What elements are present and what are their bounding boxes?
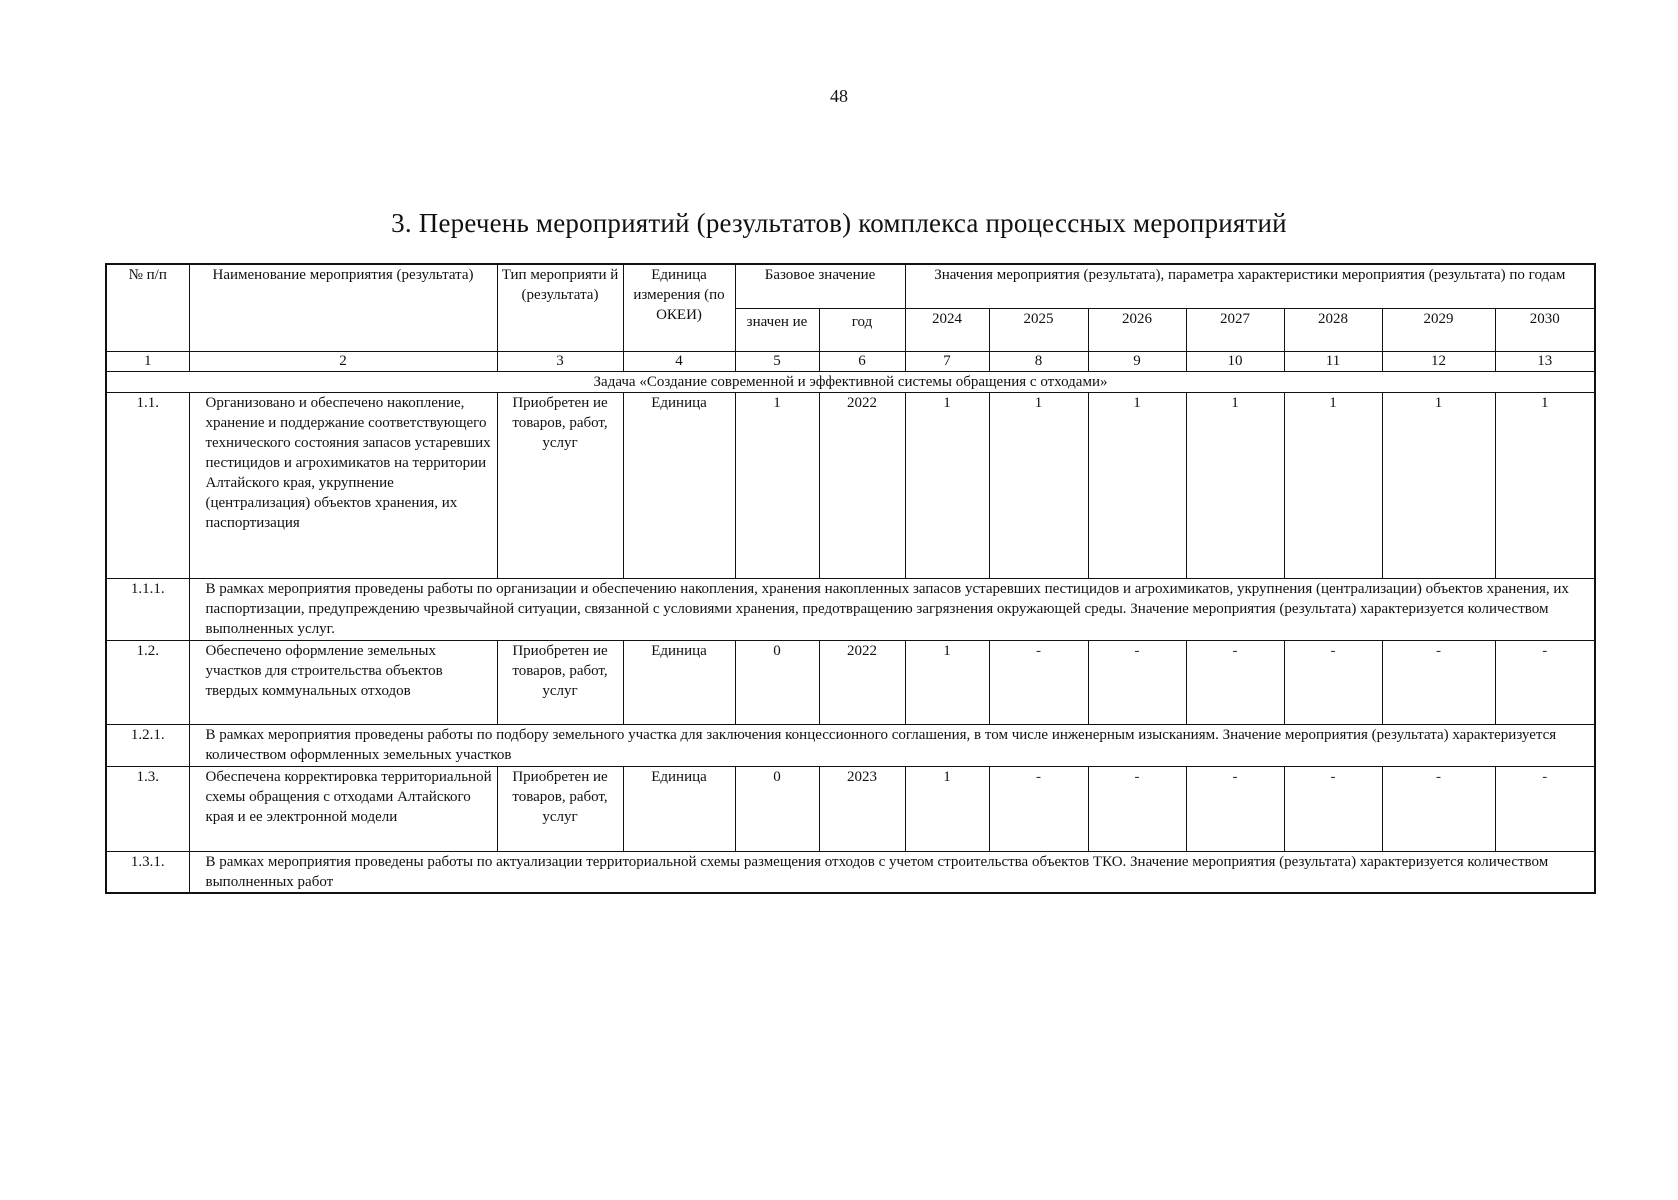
header-yearly: Значения мероприятия (результата), параметра характеристики мероприятия (результата) по годам <box>905 264 1595 308</box>
header-base: Базовое значение <box>735 264 905 308</box>
row-base-value: 1 <box>735 392 819 578</box>
row-value: 1 <box>1495 392 1595 578</box>
column-number: 1 <box>106 351 189 371</box>
row-value: - <box>1495 640 1595 724</box>
table-row <box>106 578 1595 640</box>
row-value: - <box>1186 766 1284 851</box>
row-unit: Единица <box>623 766 735 851</box>
row-value: 1 <box>905 640 989 724</box>
row-value: - <box>989 766 1088 851</box>
column-number: 11 <box>1284 351 1382 371</box>
row-type: Приобретен ие товаров, работ, услуг <box>497 392 623 578</box>
row-base-year: 2023 <box>819 766 905 851</box>
column-number: 8 <box>989 351 1088 371</box>
header-unit: Единица измерения (по ОКЕИ) <box>623 264 735 351</box>
task-title: Задача «Создание современной и эффективной системы обращения с отходами» <box>106 371 1595 392</box>
row-desc-num: 1.3.1. <box>106 851 189 893</box>
row-value: - <box>1186 640 1284 724</box>
row-value: - <box>1382 766 1495 851</box>
row-num: 1.1. <box>106 392 189 578</box>
header-year: 2028 <box>1284 308 1382 351</box>
row-value: - <box>1495 766 1595 851</box>
row-base-year: 2022 <box>819 392 905 578</box>
column-number: 7 <box>905 351 989 371</box>
row-base-value: 0 <box>735 766 819 851</box>
header-year: 2025 <box>989 308 1088 351</box>
row-desc: В рамках мероприятия проведены работы по актуализации территориальной схемы размещения отходов с учетом строительства объектов ТКО. Значение мероприятия (результата) характеризуется количеством выполненных работ <box>189 851 1595 893</box>
row-name: Обеспечено оформление земельных участков для строительства объектов твердых коммунальных отходов <box>189 640 497 724</box>
column-number: 5 <box>735 351 819 371</box>
column-number: 12 <box>1382 351 1495 371</box>
header-year: 2024 <box>905 308 989 351</box>
table-row <box>106 724 1595 766</box>
header-num: № п/п <box>106 264 189 351</box>
row-value: - <box>1088 766 1186 851</box>
row-value: 1 <box>989 392 1088 578</box>
table-row <box>106 392 1595 578</box>
row-num: 1.2. <box>106 640 189 724</box>
column-number: 3 <box>497 351 623 371</box>
row-value: 1 <box>905 766 989 851</box>
row-value: 1 <box>1186 392 1284 578</box>
header-type: Тип мероприяти й (результата) <box>497 264 623 351</box>
column-number: 10 <box>1186 351 1284 371</box>
column-number: 2 <box>189 351 497 371</box>
row-value: - <box>1284 640 1382 724</box>
row-desc-num: 1.1.1. <box>106 578 189 640</box>
table-row <box>106 766 1595 851</box>
header-year: 2026 <box>1088 308 1186 351</box>
row-value: - <box>1382 640 1495 724</box>
page-title: 3. Перечень мероприятий (результатов) комплекса процессных мероприятий <box>391 208 1287 238</box>
row-name: Обеспечена корректировка территориальной схемы обращения с отходами Алтайского края и ее электронной модели <box>189 766 497 851</box>
row-desc: В рамках мероприятия проведены работы по подбору земельного участка для заключения концессионного соглашения, в том числе инженерным изысканиям. Значение мероприятия (результата) характеризуется количеством оформленных земельных участков <box>189 724 1595 766</box>
row-unit: Единица <box>623 392 735 578</box>
table-row <box>106 851 1595 893</box>
row-value: 1 <box>1382 392 1495 578</box>
table-row <box>106 640 1595 724</box>
header-base-year: год <box>819 308 905 351</box>
row-type: Приобретен ие товаров, работ, услуг <box>497 640 623 724</box>
column-number: 9 <box>1088 351 1186 371</box>
row-num: 1.3. <box>106 766 189 851</box>
row-name: Организовано и обеспечено накопление, хранение и поддержание соответствующего технического состояния запасов устаревших пестицидов и агрохимикатов на территории Алтайского края, укрупнение (централизация) объектов хранения, их паспортизация <box>189 392 497 578</box>
column-number: 13 <box>1495 351 1595 371</box>
column-number: 6 <box>819 351 905 371</box>
row-value: 1 <box>905 392 989 578</box>
row-base-year: 2022 <box>819 640 905 724</box>
header-name: Наименование мероприятия (результата) <box>189 264 497 351</box>
measures-table <box>105 263 1596 894</box>
row-value: 1 <box>1284 392 1382 578</box>
row-value: 1 <box>1088 392 1186 578</box>
row-value: - <box>989 640 1088 724</box>
row-base-value: 0 <box>735 640 819 724</box>
row-desc-num: 1.2.1. <box>106 724 189 766</box>
header-year: 2027 <box>1186 308 1284 351</box>
header-base-value: значен ие <box>735 308 819 351</box>
page-number: 48 <box>830 86 848 106</box>
column-number: 4 <box>623 351 735 371</box>
row-type: Приобретен ие товаров, работ, услуг <box>497 766 623 851</box>
row-unit: Единица <box>623 640 735 724</box>
header-year: 2030 <box>1495 308 1595 351</box>
row-desc: В рамках мероприятия проведены работы по организации и обеспечению накопления, хранения накопленных запасов устаревших пестицидов и агрохимикатов, укрупнения (централизации) объектов хранения, их паспортизации, предупреждению чрезвычайной ситуации, связанной с условиями хранения, предотвращению загрязнения окружающей среды. Значение мероприятия (результата) характеризуется количеством выполненных услуг. <box>189 578 1595 640</box>
header-year: 2029 <box>1382 308 1495 351</box>
row-value: - <box>1088 640 1186 724</box>
row-value: - <box>1284 766 1382 851</box>
